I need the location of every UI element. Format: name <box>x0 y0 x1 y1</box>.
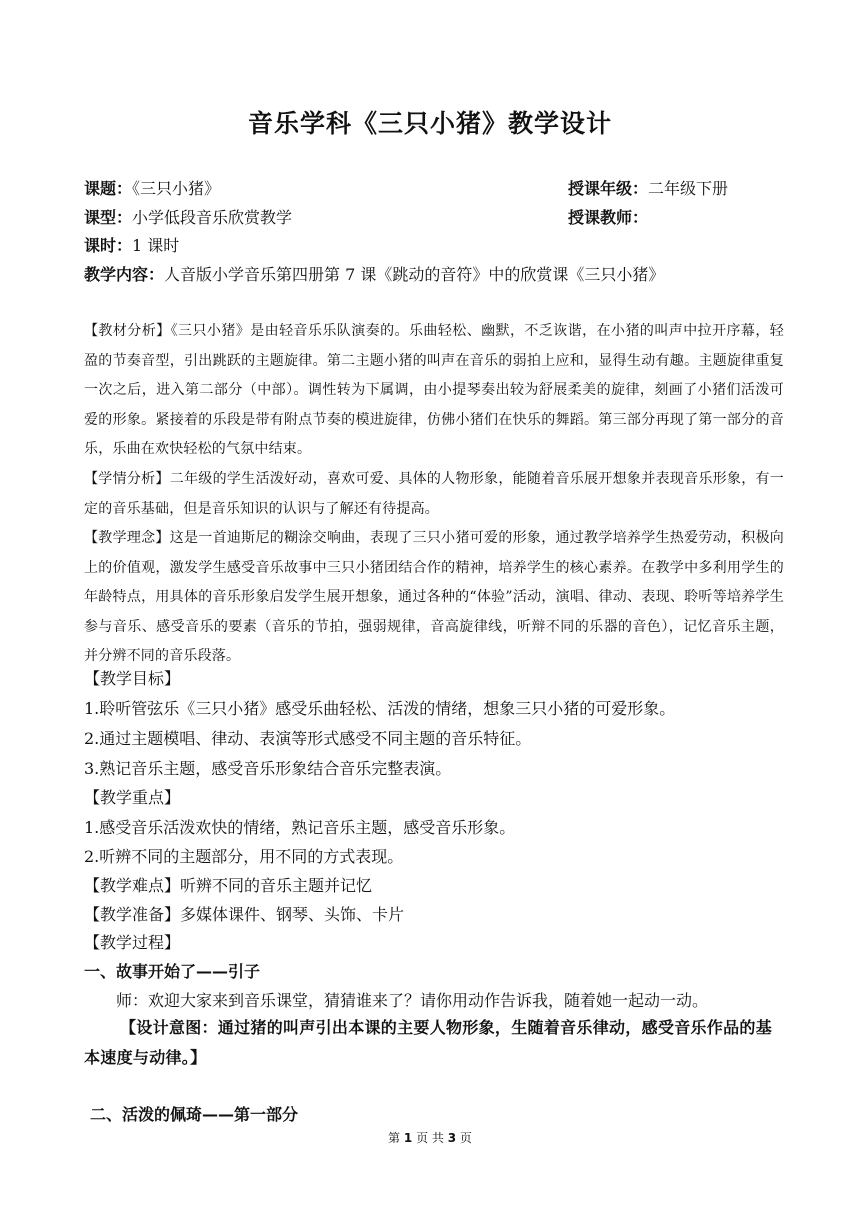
goal-item: 2.通过主题模唱、律动、表演等形式感受不同主题的音乐特征。 <box>84 729 532 748</box>
design-intent <box>84 1013 784 1073</box>
hours-value: 1 课时 <box>132 236 180 255</box>
footer-total-pages: 3 <box>447 1131 457 1145</box>
goal-item: 1.聆听管弦乐《三只小猪》感受乐曲轻松、活泼的情绪，想象三只小猪的可爱形象。 <box>84 699 676 718</box>
section-heading-1: 一、故事开始了——引子 <box>84 962 261 981</box>
material-analysis: 【教材分析】《三只小猪》是由轻音乐乐队演奏的。乐曲轻松、幽默，不乏诙谐，在小猪的叫声中拉开序幕，轻盈的节奏音型，引出跳跃的主题旋律。第二主题小猪的叫声在音乐的弱拍上应和，显得生动有趣。主题旋律重复一次之后，进入第二部分（中部）。调性转为下属调，由小提琴奏出较为舒展柔美的旋律，刻画了小猪们活泼可爱的形象。紧接着的乐段是带有附点节奏的模进旋律，仿佛小猪们在快乐的舞蹈。第三部分再现了第一部分的音乐，乐曲在欢快轻松的气氛中结束。 <box>84 323 784 457</box>
footer-suffix: 页 <box>459 1131 472 1145</box>
page-title: 音乐学科《三只小猪》教学设计 <box>247 109 612 138</box>
meta-row-hours <box>84 233 784 255</box>
type-value: 小学低段音乐欣赏教学 <box>132 208 293 227</box>
hours-label: 课时： <box>84 236 133 255</box>
type-label: 课型： <box>84 208 133 227</box>
meta-row-topic <box>84 176 784 198</box>
footer-prefix: 第 <box>388 1131 401 1145</box>
footer-page-number: 1 <box>403 1131 413 1145</box>
grade-label: 授课年级： <box>568 179 649 198</box>
key-point: 2.听辨不同的主题部分，用不同的方式表现。 <box>84 847 404 866</box>
topic-label: 课题： <box>84 179 133 198</box>
grade-field <box>568 176 728 199</box>
teacher-line: 师：欢迎大家来到音乐课堂，猜猜谁来了？请你用动作告诉我，随着她一起动一动。 <box>116 991 709 1010</box>
grade-value: 二年级下册 <box>648 179 729 198</box>
teaching-philosophy: 【教学理念】这是一首迪斯尼的糊涂交响曲，表现了三只小猪可爱的形象，通过教学培养学生热爱劳动，积极向上的价值观，激发学生感受音乐故事中三只小猪团结合作的精神，培养学生的核心素养。在教学中多利用学生的年龄特点，用具体的音乐形象启发学生展开想象，通过各种的“体验”活动，演唱、律动、表现、聆听等培养学生参与音乐、感受音乐的要素（音乐的节拍，强弱规律，音高旋律线，听辩不同的乐器的音色），记忆音乐主题，并分辨不同的音乐段落。 <box>84 530 784 664</box>
preparation-line: 【教学准备】多媒体课件、钢琴、头饰、卡片 <box>84 905 405 924</box>
content-label: 教学内容： <box>84 265 165 284</box>
goal-item: 3.熟记音乐主题，感受音乐形象结合音乐完整表演。 <box>84 759 452 778</box>
footer-middle: 页 共 <box>416 1131 444 1145</box>
key-heading: 【教学重点】 <box>84 788 181 807</box>
design-intent-text: 【设计意图：通过猪的叫声引出本课的主要人物形象，生随着音乐律动，感受音乐作品的基本速度与动律。】 <box>84 1018 773 1067</box>
difficulty-line: 【教学难点】听辨不同的音乐主题并记忆 <box>84 876 373 895</box>
meta-row-content <box>84 262 804 284</box>
student-analysis: 【学情分析】二年级的学生活泼好动，喜欢可爱、具体的人物形象，能随着音乐展开想象并表现音乐形象，有一定的音乐基础，但是音乐知识的认识与了解还有待提高。 <box>84 471 784 517</box>
teacher-label: 授课教师： <box>568 208 649 227</box>
goals-heading: 【教学目标】 <box>84 669 181 688</box>
teacher-field <box>568 205 648 228</box>
topic-value: 《三只小猪》 <box>132 179 221 198</box>
key-point: 1.感受音乐活泼欢快的情绪，熟记音乐主题，感受音乐形象。 <box>84 818 516 837</box>
meta-row-type <box>84 205 784 227</box>
process-heading: 【教学过程】 <box>84 933 181 952</box>
page-footer <box>0 1129 860 1146</box>
section-heading-2: 二、活泼的佩琦——第一部分 <box>90 1105 299 1124</box>
content-value: 人音版小学音乐第四册第 7 课《跳动的音符》中的欣赏课《三只小猪》 <box>164 265 665 284</box>
